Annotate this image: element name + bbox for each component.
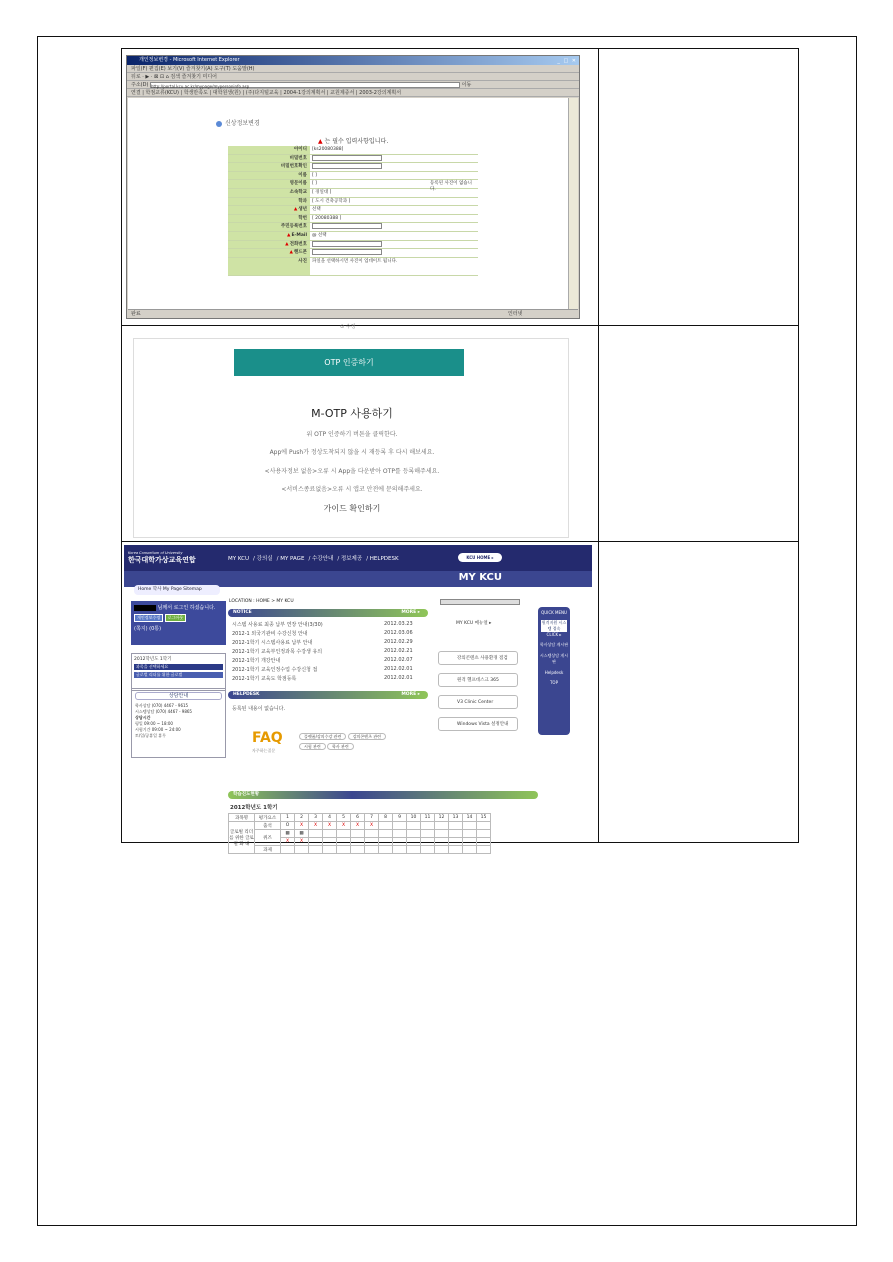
grid-cell: ▩	[295, 830, 309, 838]
grid-cell	[365, 838, 379, 846]
form-value[interactable]: [ ]	[312, 181, 317, 187]
consult-heading[interactable]: 상담안내	[135, 692, 222, 700]
grid-cell	[379, 830, 393, 838]
login-box: 님께서 로그인 하셨습니다. 개인정보수정 로그아웃 (쪽지) (0통)	[131, 601, 226, 645]
faq-link[interactable]: 시험 관련	[299, 743, 326, 750]
helpdesk-bar: HELPDESK MORE ▸	[228, 691, 428, 699]
grid-cell	[463, 830, 477, 838]
mail-link[interactable]: (쪽지) (0통)	[134, 626, 162, 632]
quick-title: QUICK MENU	[541, 610, 567, 615]
grid-cell	[351, 830, 365, 838]
form-value[interactable]	[310, 249, 478, 257]
grid-cell	[379, 846, 393, 854]
form-label: 소속학교	[228, 189, 310, 197]
grid-cell	[295, 846, 309, 854]
ie-toolbar[interactable]: 뒤로 · ▶ · ⊠ ⊡ ⌂ 검색 즐겨찾기 미디어	[127, 73, 579, 81]
grid-header: 7	[365, 814, 379, 822]
form-input[interactable]	[312, 249, 382, 255]
notice-date: 2012.02.21	[384, 648, 413, 654]
form-value[interactable]: [ 경일대 ]	[312, 189, 332, 195]
form-value[interactable]	[310, 223, 478, 231]
term-label: 2012학년도 1학기	[134, 657, 172, 662]
ie-status-bar	[128, 309, 578, 317]
grid-cell	[435, 830, 449, 838]
grid-cell	[407, 822, 421, 830]
form-label: 학과	[228, 198, 310, 206]
bullet-icon	[216, 121, 222, 127]
form-input[interactable]	[312, 155, 382, 161]
quick-menu	[538, 607, 570, 735]
faq-link[interactable]: 플랫폼/강의수강 관련	[299, 733, 346, 740]
kcu-nav: MY KCU / 강의실 / MY PAGE / 수강안내 / 정보제공 / HELPDESK	[228, 556, 399, 562]
kcu-header	[124, 545, 592, 571]
window-controls-icon[interactable]: _ □ ✕	[557, 58, 577, 64]
notice-title: 2012-1학기 교육도 학점등록	[232, 676, 297, 682]
grid-cell	[323, 830, 337, 838]
form-row	[228, 241, 478, 250]
status-left: 완료	[131, 311, 141, 317]
notice-title: 2012-1 외국기관비 수강신청 안내	[232, 631, 308, 637]
grid-header: 평가요소	[255, 814, 281, 822]
edit-info-button[interactable]: 개인정보수정	[134, 614, 163, 622]
grid-header: 13	[449, 814, 463, 822]
profile-form	[228, 146, 478, 276]
faq-heading: FAQ	[252, 730, 283, 746]
v3-clinic-button[interactable]: V3 Clinic Center	[438, 695, 518, 709]
breadcrumb: LOCATION : HOME > MY KCU	[229, 599, 294, 604]
grid-cell	[477, 822, 491, 830]
grid-cell	[449, 830, 463, 838]
form-label: ▲ 전화번호	[228, 241, 310, 249]
grid-cell	[309, 838, 323, 846]
faq-links	[299, 732, 386, 752]
manual-button[interactable]: MY KCU 메뉴얼 ▸	[438, 617, 518, 631]
notice-item[interactable]	[232, 666, 413, 673]
consult-box	[131, 688, 226, 758]
term-box	[131, 653, 226, 691]
grid-cell: X	[365, 822, 379, 830]
form-label: 영문이름	[228, 180, 310, 188]
consult-line: 학사상담 (070) 4467 - 9615	[135, 703, 189, 708]
form-value[interactable]: 파일을 선택하시면 사진이 업데이트 됩니다.	[312, 258, 398, 264]
quick-remote[interactable]: 원격지원 시스템 접속	[541, 620, 567, 631]
grid-cell	[351, 838, 365, 846]
consult-line: 토/일/공휴일 휴무	[135, 733, 167, 738]
grid-cell	[435, 822, 449, 830]
grid-header: 과목명	[229, 814, 255, 822]
kcu-home-button[interactable]: KCU HOME ▸	[458, 553, 502, 562]
form-value[interactable]	[310, 241, 478, 249]
grid-cell	[309, 846, 323, 854]
notice-item[interactable]	[232, 639, 413, 646]
nav-helpdesk[interactable]: HELPDESK	[369, 556, 399, 562]
grid-header: 3	[309, 814, 323, 822]
form-input[interactable]	[312, 163, 382, 169]
ie-menu-bar[interactable]: 파일(F) 편집(E) 보기(V) 즐겨찾기(A) 도구(T) 도움말(H)	[127, 65, 579, 73]
notice-item[interactable]	[232, 675, 413, 682]
grid-cell	[463, 822, 477, 830]
grid-cell	[449, 822, 463, 830]
vertical-scrollbar[interactable]	[568, 98, 578, 310]
grid-header: 6	[351, 814, 365, 822]
grid-header: 4	[323, 814, 337, 822]
notice-date: 2012.02.07	[384, 657, 413, 663]
form-label: 이름	[228, 172, 310, 180]
submit-button[interactable]: ⊙ 수정	[340, 324, 356, 330]
notice-date: 2012.02.01	[384, 666, 413, 672]
photo-note: 등록된 사진이 없습니다.	[430, 181, 472, 192]
guide-link[interactable]: 가이드 확인하기	[323, 504, 381, 513]
grid-cell	[393, 838, 407, 846]
form-title: 신상정보변경	[216, 118, 260, 127]
grid-cell	[351, 846, 365, 854]
grid-cell	[463, 838, 477, 846]
otp-instruction: <사용자정보 없음>오류 시 App을 다운받아 OTP를 등록해주세요.	[264, 468, 440, 475]
ie-window-screenshot	[126, 55, 580, 330]
form-row	[228, 155, 478, 164]
faq-link[interactable]: 강의콘텐츠 관련	[348, 733, 386, 740]
grid-cell	[435, 846, 449, 854]
notice-date: 2012.03.06	[384, 630, 413, 636]
form-label: 비밀번호	[228, 155, 310, 163]
otp-panel	[133, 338, 569, 538]
grid-row	[229, 846, 491, 854]
grid-cell	[365, 846, 379, 854]
consult-line: 상담시간	[135, 715, 151, 720]
grid-cell	[421, 830, 435, 838]
grid-cell: X	[323, 822, 337, 830]
grid-cell	[407, 846, 421, 854]
go-button[interactable]: 이동	[461, 82, 472, 88]
form-value[interactable]: @ 선택	[312, 232, 327, 238]
grid-cell: X	[351, 822, 365, 830]
grid-header: 14	[463, 814, 477, 822]
grid-cell	[421, 838, 435, 846]
form-value[interactable]	[310, 155, 478, 163]
nav-mykcu[interactable]: MY KCU	[228, 556, 250, 562]
grid-cell: O	[281, 822, 295, 830]
helpdesk-more-button[interactable]: MORE ▸	[401, 692, 420, 697]
form-label: 학번	[228, 215, 310, 223]
notice-title: 2012-1학기 교육인정수업 수강신청 접	[232, 667, 318, 673]
remote-help-button[interactable]: 원격 헬프데스크 365	[438, 673, 518, 687]
course-option[interactable]: 글로벌 리더를 위한 글로벌	[134, 672, 223, 678]
consult-line: 시스템상담 (070) 4467 - 9865	[135, 709, 192, 714]
grid-cell	[323, 838, 337, 846]
form-label: 사진	[228, 258, 310, 275]
grid-cell	[407, 830, 421, 838]
consult-line: 시험기간 09:00 ~ 24:00	[135, 727, 181, 732]
nav-info[interactable]: 정보제공	[340, 556, 363, 562]
form-row	[228, 206, 478, 215]
notice-date: 2012.02.01	[384, 675, 413, 681]
grid-header: 10	[407, 814, 421, 822]
notice-title: 2012-1학기 교육부인정과목 수강생 유의	[232, 649, 323, 655]
kcu-logo[interactable]: Korea Consortium of University 한국대학가상교육연합	[128, 551, 196, 564]
form-value[interactable]: [ 20080388 ]	[312, 215, 342, 221]
otp-instruction: <서비스종료없음>오류 시 앱코 안전에 문의해주세요.	[281, 486, 423, 493]
faq-sub: 자주하는질문	[252, 748, 276, 753]
form-label: 아이디	[228, 146, 310, 154]
progress-table	[228, 813, 491, 854]
notice-title: 2012-1학기 개강안내	[232, 658, 281, 664]
form-row	[228, 163, 478, 172]
grid-cell	[379, 838, 393, 846]
grid-header: 8	[379, 814, 393, 822]
notice-item[interactable]	[232, 621, 413, 628]
grid-cell	[407, 838, 421, 846]
consult-line: 평일 09:00 ~ 18:00	[135, 721, 173, 726]
otp-instruction: App에 Push가 정상도착되지 않을 시 재등록 후 다시 해보세요.	[269, 449, 435, 456]
sub-nav[interactable]: Home 학사 My Page Sitemap	[134, 585, 220, 595]
grid-cell	[421, 846, 435, 854]
grid-element: 출석	[255, 822, 281, 830]
redacted-name	[134, 605, 156, 611]
grid-cell	[435, 838, 449, 846]
table-row-divider	[121, 541, 799, 542]
grid-header: 1	[281, 814, 295, 822]
helpdesk-message: 등록된 내용이 없습니다.	[232, 706, 286, 712]
nav-mypage[interactable]: MY PAGE	[280, 556, 305, 562]
course-name: 글로벌 리더를 위한 글로벌 화 내	[229, 822, 255, 854]
grid-cell	[477, 838, 491, 846]
notice-bar: NOTICE MORE ▸	[228, 609, 428, 617]
grid-element: 과제	[255, 846, 281, 854]
grid-cell: X	[295, 822, 309, 830]
form-label: ▲ E-Mail	[228, 232, 310, 240]
notice-date: 2012.03.23	[384, 621, 413, 627]
grid-row	[229, 830, 491, 838]
quick-click[interactable]: CLICK ▸	[546, 632, 562, 637]
ie-address-bar	[127, 81, 579, 89]
grid-cell	[463, 846, 477, 854]
grid-cell: X	[309, 822, 323, 830]
ie-links-bar[interactable]: 연결 | 학점교류(KCU) | 학생만족도 | 대학원생(원) | (주)다지털교육 | 2004-1강의계획서 | 교원제증서 | 2003-2강의계획서	[127, 89, 579, 97]
grid-cell: X	[281, 838, 295, 846]
required-note: ▲ 는 필수 입력사항입니다.	[318, 138, 389, 145]
address-label: 주소(D)	[131, 82, 149, 88]
grid-cell: ▩	[281, 830, 295, 838]
otp-instruction: 위 OTP 인증하기 버튼을 클릭한다.	[306, 431, 398, 438]
form-row	[228, 198, 478, 207]
notice-item[interactable]	[232, 648, 413, 655]
notice-item[interactable]	[232, 657, 413, 664]
env-check-button[interactable]: 강의콘텐츠 사용환경 점검	[438, 651, 518, 665]
form-row	[228, 232, 478, 241]
form-label: ▲ 핸드폰	[228, 249, 310, 257]
logout-button[interactable]: 로그아웃	[165, 614, 186, 622]
form-input[interactable]	[312, 223, 382, 229]
grid-cell	[477, 846, 491, 854]
vista-guide-button[interactable]: Windows Vista 설정안내	[438, 717, 518, 731]
nav-course-info[interactable]: 수강안내	[312, 556, 334, 562]
form-row	[228, 249, 478, 258]
grid-header: 15	[477, 814, 491, 822]
grid-row	[229, 822, 491, 830]
otp-auth-button[interactable]: OTP 인증하기	[234, 349, 464, 376]
notice-title: 2012-1학기 시스템사용료 납부 안내	[232, 640, 313, 646]
grid-cell	[309, 830, 323, 838]
grid-cell	[323, 846, 337, 854]
table-row-divider	[121, 325, 799, 326]
form-row	[228, 215, 478, 224]
banner-title: MY KCU	[458, 572, 502, 583]
quick-top[interactable]: TOP	[549, 680, 558, 685]
grid-cell	[337, 830, 351, 838]
form-label: 주민등록번호	[228, 223, 310, 231]
faq-link[interactable]: 학사 관련	[327, 743, 354, 750]
quick-helpdesk[interactable]: Helpdesk	[544, 670, 564, 675]
grid-cell	[365, 830, 379, 838]
form-row	[228, 258, 478, 276]
grid-cell	[421, 822, 435, 830]
form-value[interactable]: [ks20080388]	[312, 147, 344, 152]
notice-title: 시스템 사용료 최종 납부 연장 안내(3/30)	[232, 622, 323, 628]
site-select[interactable]	[440, 599, 520, 605]
grid-cell	[449, 846, 463, 854]
grid-header: 11	[421, 814, 435, 822]
form-row	[228, 223, 478, 232]
kcu-site-screenshot	[124, 545, 592, 853]
progress-bar-header: 학습진도현황	[228, 791, 538, 799]
address-input[interactable]: http://portal.kcu.ac.kr/mypage/mypersoninfo.asp	[150, 82, 460, 88]
nav-classroom[interactable]: 강의실	[256, 556, 273, 562]
grid-header: 12	[435, 814, 449, 822]
progress-term: 2012학년도 1학기	[230, 805, 278, 811]
status-right: 인터넷	[508, 311, 523, 317]
ie-title-bar	[127, 56, 579, 65]
grid-cell	[449, 838, 463, 846]
quick-academic[interactable]: 학사상담 게시판	[539, 642, 569, 647]
grid-element: 퀴즈	[255, 830, 281, 846]
form-value[interactable]: [ 도시 건축공학과 ]	[312, 198, 351, 204]
course-select[interactable]: 과목을 선택하세요	[134, 664, 223, 670]
grid-header: 9	[393, 814, 407, 822]
grid-cell	[477, 830, 491, 838]
notice-more-button[interactable]: MORE ▸	[401, 610, 420, 615]
notice-item[interactable]	[232, 630, 413, 637]
grid-cell	[393, 846, 407, 854]
form-row	[228, 146, 478, 155]
quick-system[interactable]: 시스템상담 게시판	[539, 653, 569, 664]
grid-cell	[379, 822, 393, 830]
grid-cell	[337, 846, 351, 854]
grid-header: 2	[295, 814, 309, 822]
form-label: ▲ 생년	[228, 206, 310, 214]
form-value[interactable]: 선택	[312, 207, 321, 213]
grid-cell	[337, 838, 351, 846]
notice-date: 2012.02.29	[384, 639, 413, 645]
grid-cell	[281, 846, 295, 854]
grid-cell: X	[337, 822, 351, 830]
form-input[interactable]	[312, 241, 382, 247]
form-value[interactable]: [ ]	[312, 172, 317, 178]
grid-cell	[393, 822, 407, 830]
form-label: 비밀번호확인	[228, 163, 310, 171]
table-column-divider	[598, 48, 599, 843]
grid-cell: X	[295, 838, 309, 846]
grid-cell	[393, 830, 407, 838]
grid-header: 5	[337, 814, 351, 822]
ie-title: 개인정보변경 - Microsoft Internet Explorer	[139, 57, 240, 63]
form-value[interactable]	[310, 163, 478, 171]
otp-heading: M-OTP 사용하기	[311, 407, 393, 420]
